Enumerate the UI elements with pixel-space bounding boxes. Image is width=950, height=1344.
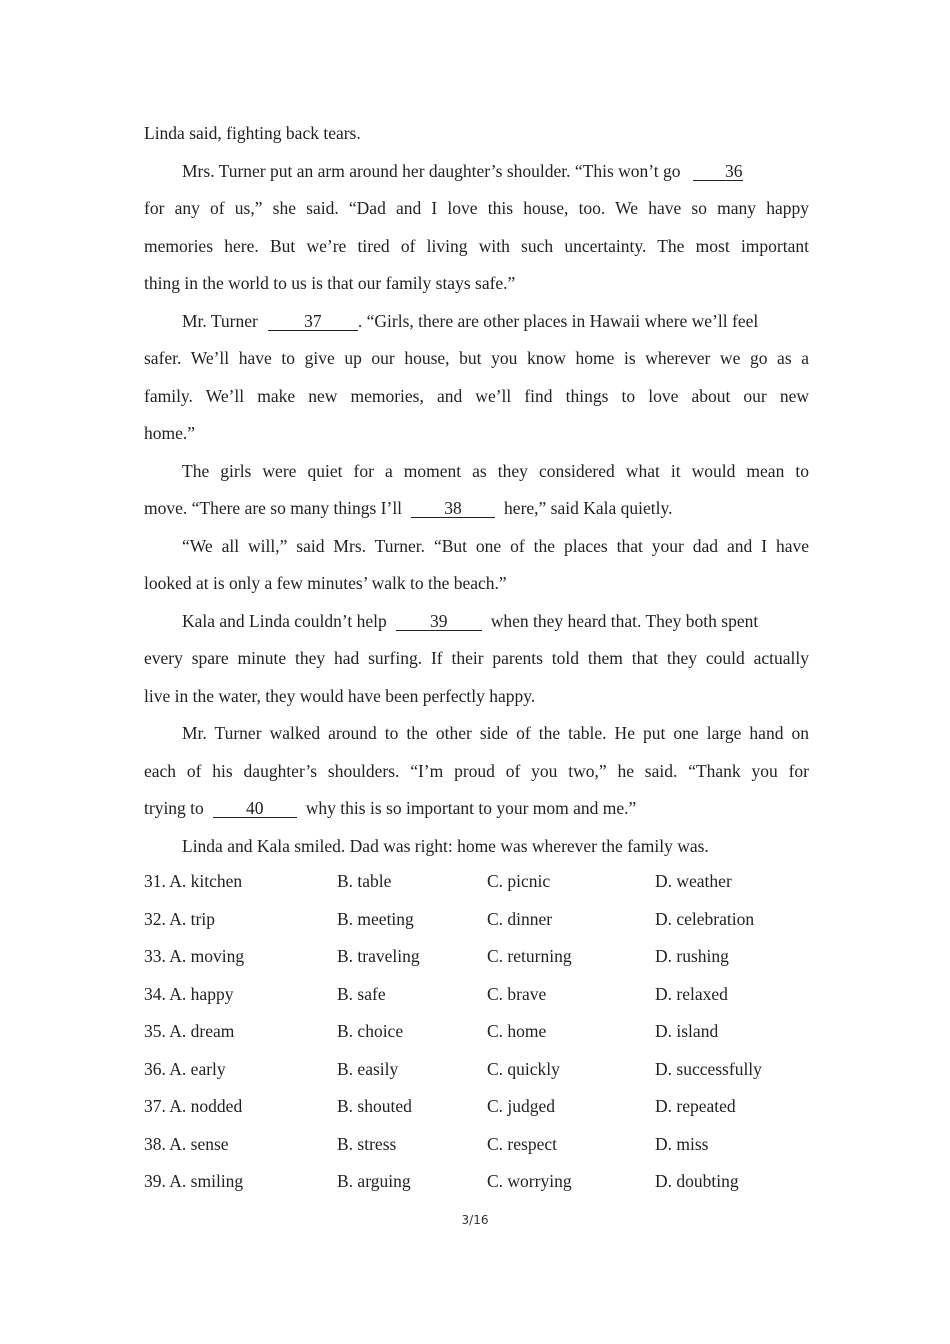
paragraph-line (144, 158, 809, 196)
option-d: D. rushing (655, 946, 729, 966)
option-c: C. picnic (487, 871, 551, 891)
paragraph-text: why this is so important to your mom and me.” (305, 798, 637, 818)
paragraph-line: “We all will,” said Mrs. Turner. “But one of the places that your dad and I have (182, 535, 809, 556)
paragraph-text: Mrs. Turner put an arm around her daughter’s shoulder. “This won’t go (182, 160, 681, 181)
option-a: 39. A. smiling (144, 1171, 244, 1191)
paragraph-text: when they heard that. They both spent (490, 610, 759, 631)
option-b: B. arguing (337, 1171, 411, 1191)
paragraph-line: live in the water, they would have been perfectly happy. (144, 685, 536, 706)
option-c: C. dinner (487, 908, 553, 929)
option-d: D. weather (655, 871, 732, 891)
option-b: B. shouted (337, 1096, 412, 1116)
blank-40: 40 (213, 799, 297, 818)
paragraph-line: Linda said, fighting back tears. (144, 123, 361, 143)
option-row (144, 1093, 844, 1131)
option-c: C. home (487, 1021, 547, 1041)
blank-39: 39 (396, 612, 482, 631)
option-d: D. miss (655, 1133, 709, 1154)
option-a: 36. A. early (144, 1058, 226, 1079)
paragraph-line: for any of us,” she said. “Dad and I love this house, too. We have so many happy (144, 198, 809, 218)
option-row (144, 868, 844, 906)
paragraph-text: . “Girls, there are other places in Hawaii where we’ll feel (357, 310, 759, 331)
option-a: 33. A. moving (144, 946, 245, 966)
option-c: C. returning (487, 946, 572, 966)
option-row (144, 1056, 844, 1094)
paragraph-text: Mr. Turner (182, 310, 258, 331)
paragraph-line: each of his daughter’s shoulders. “I’m proud of you two,” he said. “Thank you for (144, 760, 809, 781)
paragraph-line: looked at is only a few minutes’ walk to the beach.” (144, 573, 507, 593)
option-c: C. respect (487, 1133, 557, 1154)
option-d: D. repeated (655, 1096, 736, 1116)
option-d: D. island (655, 1021, 719, 1041)
option-a: 38. A. sense (144, 1133, 229, 1154)
option-row (144, 943, 844, 981)
option-d: D. successfully (655, 1058, 762, 1079)
option-a: 31. A. kitchen (144, 871, 243, 891)
option-d: D. celebration (655, 908, 755, 929)
paragraph-line: family. We’ll make new memories, and we’ll find things to love about our new (144, 385, 809, 406)
option-b: B. easily (337, 1058, 399, 1079)
option-c: C. brave (487, 983, 547, 1004)
paragraph-text: here,” said Kala quietly. (504, 498, 673, 518)
option-row (144, 906, 844, 944)
option-b: B. traveling (337, 946, 420, 966)
option-b: B. table (337, 871, 392, 891)
paragraph-line: every spare minute they had surfing. If their parents told them that they could actually (144, 648, 809, 668)
option-d: D. relaxed (655, 983, 728, 1004)
paragraph-line: safer. We’ll have to give up our house, but you know home is wherever we go as a (144, 348, 809, 368)
blank-38: 38 (411, 499, 495, 518)
paragraph-line (144, 608, 809, 646)
blank-37: 37 (268, 312, 358, 331)
option-a: 37. A. nodded (144, 1096, 243, 1116)
paragraph-line: Linda and Kala smiled. Dad was right: home was wherever the family was. (182, 835, 709, 856)
option-row (144, 1131, 844, 1169)
option-a: 34. A. happy (144, 983, 234, 1004)
option-c: C. worrying (487, 1171, 572, 1191)
option-row (144, 1018, 844, 1056)
option-b: B. choice (337, 1021, 404, 1041)
option-a: 35. A. dream (144, 1021, 235, 1041)
option-row (144, 1168, 844, 1206)
paragraph-line: home.” (144, 423, 196, 443)
paragraph-line (144, 795, 809, 833)
option-c: C. quickly (487, 1058, 560, 1079)
paragraph-line: Mr. Turner walked around to the other side of the table. He put one large hand on (182, 723, 809, 743)
option-b: B. stress (337, 1133, 397, 1154)
paragraph-text: trying to (144, 798, 204, 818)
option-d: D. doubting (655, 1171, 739, 1191)
option-b: B. safe (337, 983, 386, 1004)
option-row (144, 981, 844, 1019)
paragraph-line (144, 495, 809, 533)
option-b: B. meeting (337, 908, 414, 929)
passage (144, 120, 809, 870)
option-c: C. judged (487, 1096, 556, 1116)
paragraph-line: The girls were quiet for a moment as they considered what it would mean to (182, 460, 809, 481)
page-number: 3/16 (461, 1213, 489, 1227)
paragraph-line: memories here. But we’re tired of living with such uncertainty. The most important (144, 235, 809, 256)
blank-36: 36 (693, 162, 743, 181)
option-a: 32. A. trip (144, 908, 215, 929)
paragraph-text: Kala and Linda couldn’t help (182, 610, 387, 631)
paragraph-line: thing in the world to us is that our family stays safe.” (144, 273, 516, 293)
answer-options (144, 868, 844, 1206)
paragraph-line (144, 308, 809, 346)
paragraph-text: move. “There are so many things I’ll (144, 498, 403, 518)
